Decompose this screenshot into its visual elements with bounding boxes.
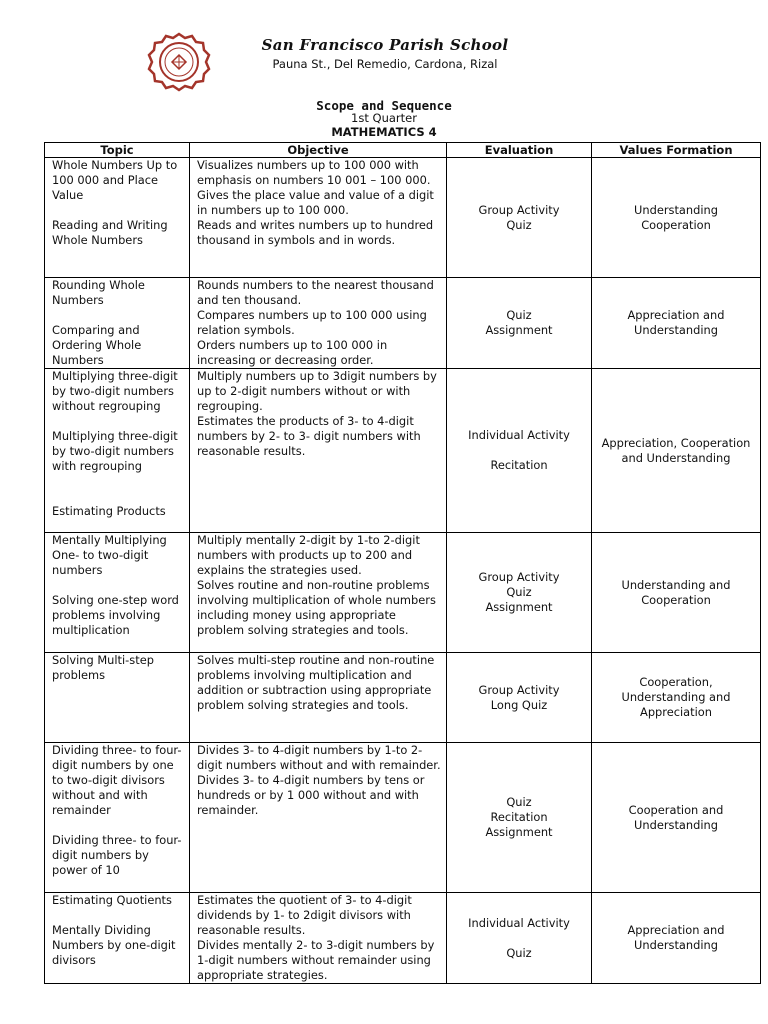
topic-text: Solving one-step word problems involving multiplication: [52, 593, 179, 637]
topic-cell: [45, 533, 190, 653]
values-formation-cell: [592, 278, 761, 369]
topic-text: Multiplying three-digit by two-digit numbers without regrouping: [52, 369, 178, 413]
objective-text: Visualizes numbers up to 100 000 with emphasis on numbers 10 001 – 100 000. Gives the place value and value of a digit in numbers up to 100 000. Reads and writes numbers up to hundred thousand in symbols and in words.: [197, 158, 434, 247]
values-formation-text: Appreciation and Understanding: [627, 923, 729, 952]
topic-text: Mentally Dividing Numbers by one-digit divisors: [52, 923, 176, 967]
topic-cell: [45, 158, 190, 278]
values-formation-text: Understanding and Cooperation: [621, 577, 735, 607]
topic-cell: [45, 893, 190, 984]
values-formation-cell: [592, 653, 761, 743]
objective-text: Divides 3- to 4-digit numbers by 1-to 2-digit numbers without and with remainder. Divides 3- to 4-digit numbers by tens or hundreds or by 1 000 without and with remainder.: [197, 743, 441, 817]
document-title: Scope and Sequence: [316, 98, 452, 113]
evaluation-cell: [447, 158, 592, 278]
evaluation-cell: [447, 893, 592, 984]
objective-text: Rounds numbers to the nearest thousand and ten thousand. Compares numbers up to 100 000 using relation symbols. Orders numbers up to 100 000 in increasing or decreasing order.: [197, 278, 434, 367]
objective-text: Solves multi-step routine and non-routine problems involving multiplication and addition or subtraction using appropriate problem solving strategies and tools.: [197, 653, 438, 712]
evaluation-cell: [447, 278, 592, 369]
values-formation-text: Appreciation, Cooperation and Understanding: [601, 435, 755, 465]
values-formation-text: Cooperation, Understanding and Appreciation: [621, 675, 735, 719]
objective-cell: [190, 653, 447, 743]
topic-text: Dividing three- to four-digit numbers by one to two-digit divisors without and with remainder: [52, 743, 182, 817]
table-row: [45, 158, 761, 278]
topic-text: Dividing three- to four-digit numbers by power of 10: [52, 833, 182, 877]
column-header-evaluation: Evaluation: [447, 143, 592, 158]
evaluation-text: Individual Activity Recitation: [468, 428, 570, 472]
objective-cell: [190, 158, 447, 278]
table-row: [45, 533, 761, 653]
topic-text: Comparing and Ordering Whole Numbers: [52, 323, 142, 367]
topic-text: Solving Multi-step problems: [52, 653, 154, 682]
table-row: [45, 743, 761, 893]
topic-cell: [45, 743, 190, 893]
evaluation-text: Group Activity Quiz: [478, 202, 560, 232]
column-header-topic: Topic: [45, 143, 190, 158]
table-row: [45, 893, 761, 984]
topic-cell: [45, 278, 190, 369]
table-header-row: [45, 143, 761, 158]
topic-text: Rounding Whole Numbers: [52, 278, 145, 307]
values-formation-cell: [592, 893, 761, 984]
evaluation-cell: [447, 653, 592, 743]
letterhead: [0, 30, 768, 90]
objective-text: Estimates the quotient of 3- to 4-digit dividends by 1- to 2digit divisors with reasonable results. Divides mentally 2- to 3-digit numbers by 1-digit numbers without remainder using appropriate strategies.: [197, 893, 435, 982]
topic-text: Reading and Writing Whole Numbers: [52, 218, 168, 247]
topic-text: Whole Numbers Up to 100 000 and Place Value: [52, 158, 178, 202]
column-header-values-formation: Values Formation: [592, 143, 761, 158]
evaluation-cell: [447, 533, 592, 653]
topic-text: Mentally Multiplying One- to two-digit numbers: [52, 533, 167, 577]
values-formation-cell: [592, 743, 761, 893]
evaluation-text: Group Activity Long Quiz: [478, 682, 560, 712]
values-formation-text: Cooperation and Understanding: [628, 802, 727, 832]
evaluation-text: Individual Activity Quiz: [468, 915, 570, 960]
objective-cell: [190, 893, 447, 984]
school-address: Pauna St., Del Remedio, Cardona, Rizal: [272, 57, 498, 71]
objective-cell: [190, 533, 447, 653]
values-formation-cell: [592, 533, 761, 653]
scope-sequence-table: [44, 142, 761, 984]
table-row: [45, 653, 761, 743]
document-subject: MATHEMATICS 4: [331, 125, 437, 139]
school-seal-icon: [147, 32, 211, 92]
values-formation-cell: [592, 158, 761, 278]
objective-text: Multiply numbers up to 3digit numbers by up to 2-digit numbers without or with regrouping. Estimates the products of 3- to 4-digit numbers by 2- to 3- digit numbers with reasonable results.: [197, 369, 437, 458]
values-formation-text: Understanding Cooperation: [634, 202, 718, 232]
values-formation-cell: [592, 369, 761, 533]
table-row: [45, 369, 761, 533]
topic-text: Estimating Quotients: [52, 893, 172, 907]
topic-cell: [45, 369, 190, 533]
topic-cell: [45, 653, 190, 743]
objective-cell: [190, 278, 447, 369]
table-row: [45, 278, 761, 369]
evaluation-text: Quiz Assignment: [485, 308, 553, 337]
evaluation-cell: [447, 369, 592, 533]
document-quarter: 1st Quarter: [351, 111, 417, 125]
values-formation-text: Appreciation and Understanding: [627, 308, 729, 337]
evaluation-text: Quiz Recitation Assignment: [485, 795, 553, 839]
objective-cell: [190, 369, 447, 533]
evaluation-text: Group Activity Quiz Assignment: [478, 570, 560, 614]
evaluation-cell: [447, 743, 592, 893]
column-header-objective: Objective: [190, 143, 447, 158]
objective-text: Multiply mentally 2-digit by 1-to 2-digit numbers with products up to 200 and explains the strategies used. Solves routine and non-routine problems involving multiplication of whole numbers including money using appropriate problem solving strategies and tools.: [197, 533, 436, 637]
topic-text: Multiplying three-digit by two-digit numbers with regrouping: [52, 429, 178, 473]
school-name: San Francisco Parish School: [261, 36, 509, 54]
objective-cell: [190, 743, 447, 893]
topic-text: Estimating Products: [52, 504, 166, 518]
